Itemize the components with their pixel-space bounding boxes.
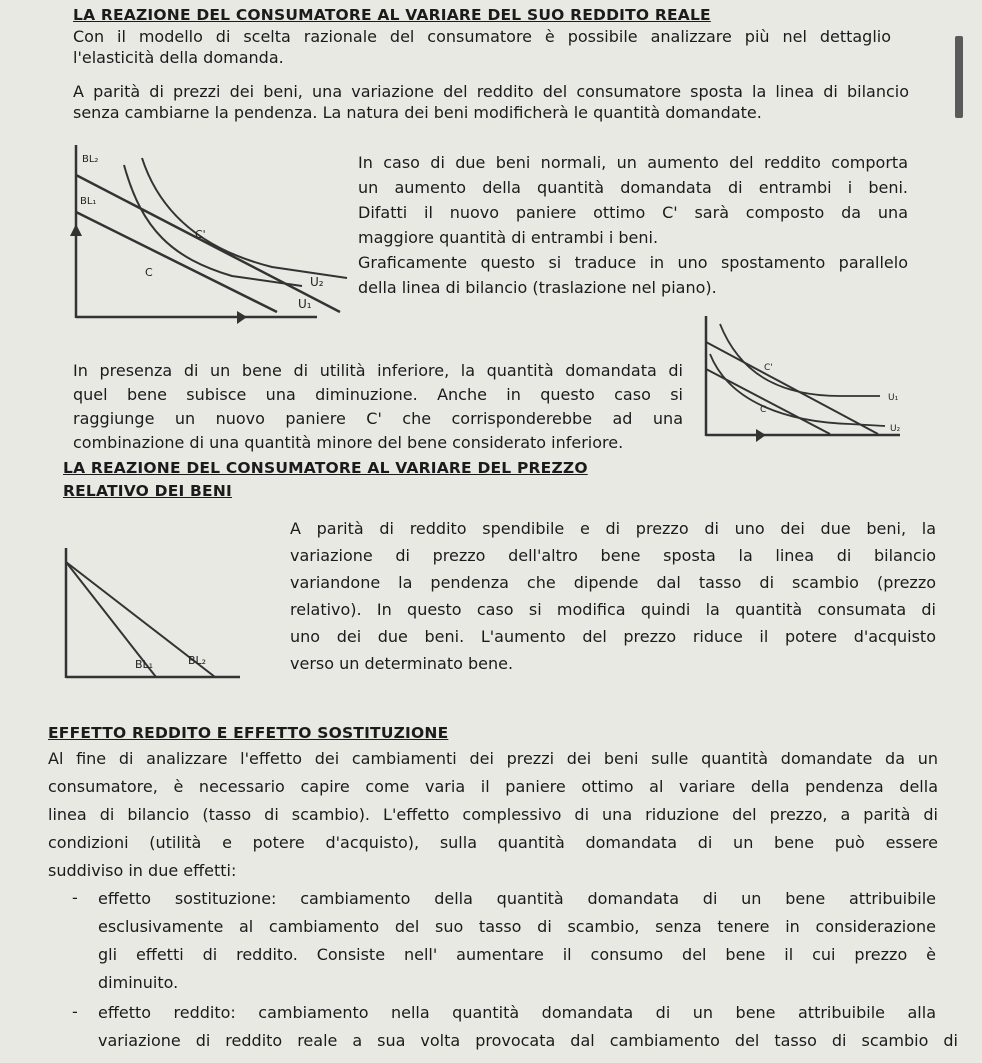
price-line-6: verso un determinato bene. <box>290 654 514 673</box>
income-para-line-2: senza cambiarne la pendenza. La natura dei beni modificherà le quantità domandate. <box>73 103 762 122</box>
normal-line-1: In caso di due beni normali, un aumento del reddito comporta <box>358 153 908 172</box>
axis-arrow <box>756 429 766 442</box>
label-u2: U₂ <box>890 424 901 434</box>
effects-line-4: condizioni (utilità e potere d'acquisto), sulla quantità domandata di un bene può essere <box>48 833 938 852</box>
normal-line-4: maggiore quantità di entrambi i beni. <box>358 228 659 247</box>
bullet1-line-4: diminuito. <box>98 973 179 992</box>
effects-line-2: consumatore, è necessario capire come varia il paniere ottimo al variare della pendenza della <box>48 777 938 796</box>
bullet1-line-1: effetto sostituzione: cambiamento della quantità domandata di un bene attribuibile <box>98 889 936 908</box>
bullet-marker-1: - <box>72 888 78 907</box>
axis-arrow <box>237 311 247 324</box>
intro-line-1: Con il modello di scelta razionale del consumatore è possibile analizzare più nel dettaglio <box>73 27 891 46</box>
price-line-2: variazione di prezzo dell'altro bene sposta la linea di bilancio <box>290 546 936 565</box>
normal-line-3: Difatti il nuovo paniere ottimo C' sarà composto da una <box>358 203 908 222</box>
price-line-1: A parità di reddito spendibile e di prezzo di uno dei due beni, la <box>290 519 936 538</box>
section-title-price-line-2: RELATIVO DEI BENI <box>63 482 232 500</box>
label-bl2: BL₂ <box>188 654 207 667</box>
price-line-4: relativo). In questo caso si modifica quindi la quantità consumata di <box>290 600 936 619</box>
price-line-5: uno dei due beni. L'aumento del prezzo riduce il potere d'acquisto <box>290 627 936 646</box>
effects-line-3: linea di bilancio (tasso di scambio). L'effetto complessivo di una riduzione del prezzo, a parità di <box>48 805 938 824</box>
label-bl1: BL₁ <box>135 658 154 671</box>
label-c: C <box>760 405 767 415</box>
section-title-income: LA REAZIONE DEL CONSUMATORE AL VARIARE DEL SUO REDDITO REALE <box>73 6 711 24</box>
inferior-line-2: quel bene subisce una diminuzione. Anche in questo caso si <box>73 385 683 404</box>
inferior-line-4: combinazione di una quantità minore del bene considerato inferiore. <box>73 433 624 452</box>
bullet1-line-2: esclusivamente al cambiamento del suo tasso di scambio, senza tenere in considerazione <box>98 917 936 936</box>
figure-relative-price <box>60 540 250 685</box>
label-c: C <box>145 266 153 279</box>
label-u1: U₁ <box>298 297 312 311</box>
label-u2: U₂ <box>310 275 324 289</box>
bullet1-line-3: gli effetti di reddito. Consiste nell' aumentare il consumo del bene il cui prezzo è <box>98 945 936 964</box>
label-bl2: BL₂ <box>82 154 99 165</box>
bullet2-line-1: effetto reddito: cambiamento nella quantità domandata di un bene attribuibile alla <box>98 1003 936 1022</box>
figure-normal-goods <box>62 140 352 330</box>
budget-line-2 <box>706 342 878 434</box>
intro-line-2: l'elasticità della domanda. <box>73 48 284 67</box>
section-title-effects: EFFETTO REDDITO E EFFETTO SOSTITUZIONE <box>48 724 449 742</box>
axis-arrow-up <box>70 224 82 236</box>
normal-line-2: un aumento della quantità domandata di entrambi i beni. <box>358 178 908 197</box>
price-line-3: variandone la pendenza che dipende dal tasso di scambio (prezzo <box>290 573 936 592</box>
bullet2-line-2: variazione di reddito reale a sua volta provocata dal cambiamento del tasso di scambio di <box>98 1031 958 1050</box>
label-c-prime: C' <box>195 228 206 241</box>
scrollbar[interactable] <box>955 36 963 118</box>
normal-line-6: della linea di bilancio (traslazione nel piano). <box>358 278 717 297</box>
income-para-line-1: A parità di prezzi dei beni, una variazione del reddito del consumatore sposta la linea di bilancio <box>73 82 909 101</box>
bullet-marker-2: - <box>72 1002 78 1021</box>
inferior-line-1: In presenza di un bene di utilità inferiore, la quantità domandata di <box>73 361 683 380</box>
figure-inferior-good <box>700 314 910 454</box>
indifference-curve-2 <box>720 324 880 396</box>
inferior-line-3: raggiunge un nuovo paniere C' che corrisponderebbe ad una <box>73 409 683 428</box>
label-u1: U₁ <box>888 393 899 403</box>
effects-line-1: Al fine di analizzare l'effetto dei cambiamenti dei prezzi dei beni sulle quantità domandate da un <box>48 749 938 768</box>
budget-line-2 <box>76 175 340 312</box>
section-title-price-line-1: LA REAZIONE DEL CONSUMATORE AL VARIARE DEL PREZZO <box>63 459 588 477</box>
effects-line-5: suddiviso in due effetti: <box>48 861 237 880</box>
label-c-prime: C' <box>764 363 773 373</box>
label-bl1: BL₁ <box>80 196 97 207</box>
normal-line-5: Graficamente questo si traduce in uno spostamento parallelo <box>358 253 908 272</box>
